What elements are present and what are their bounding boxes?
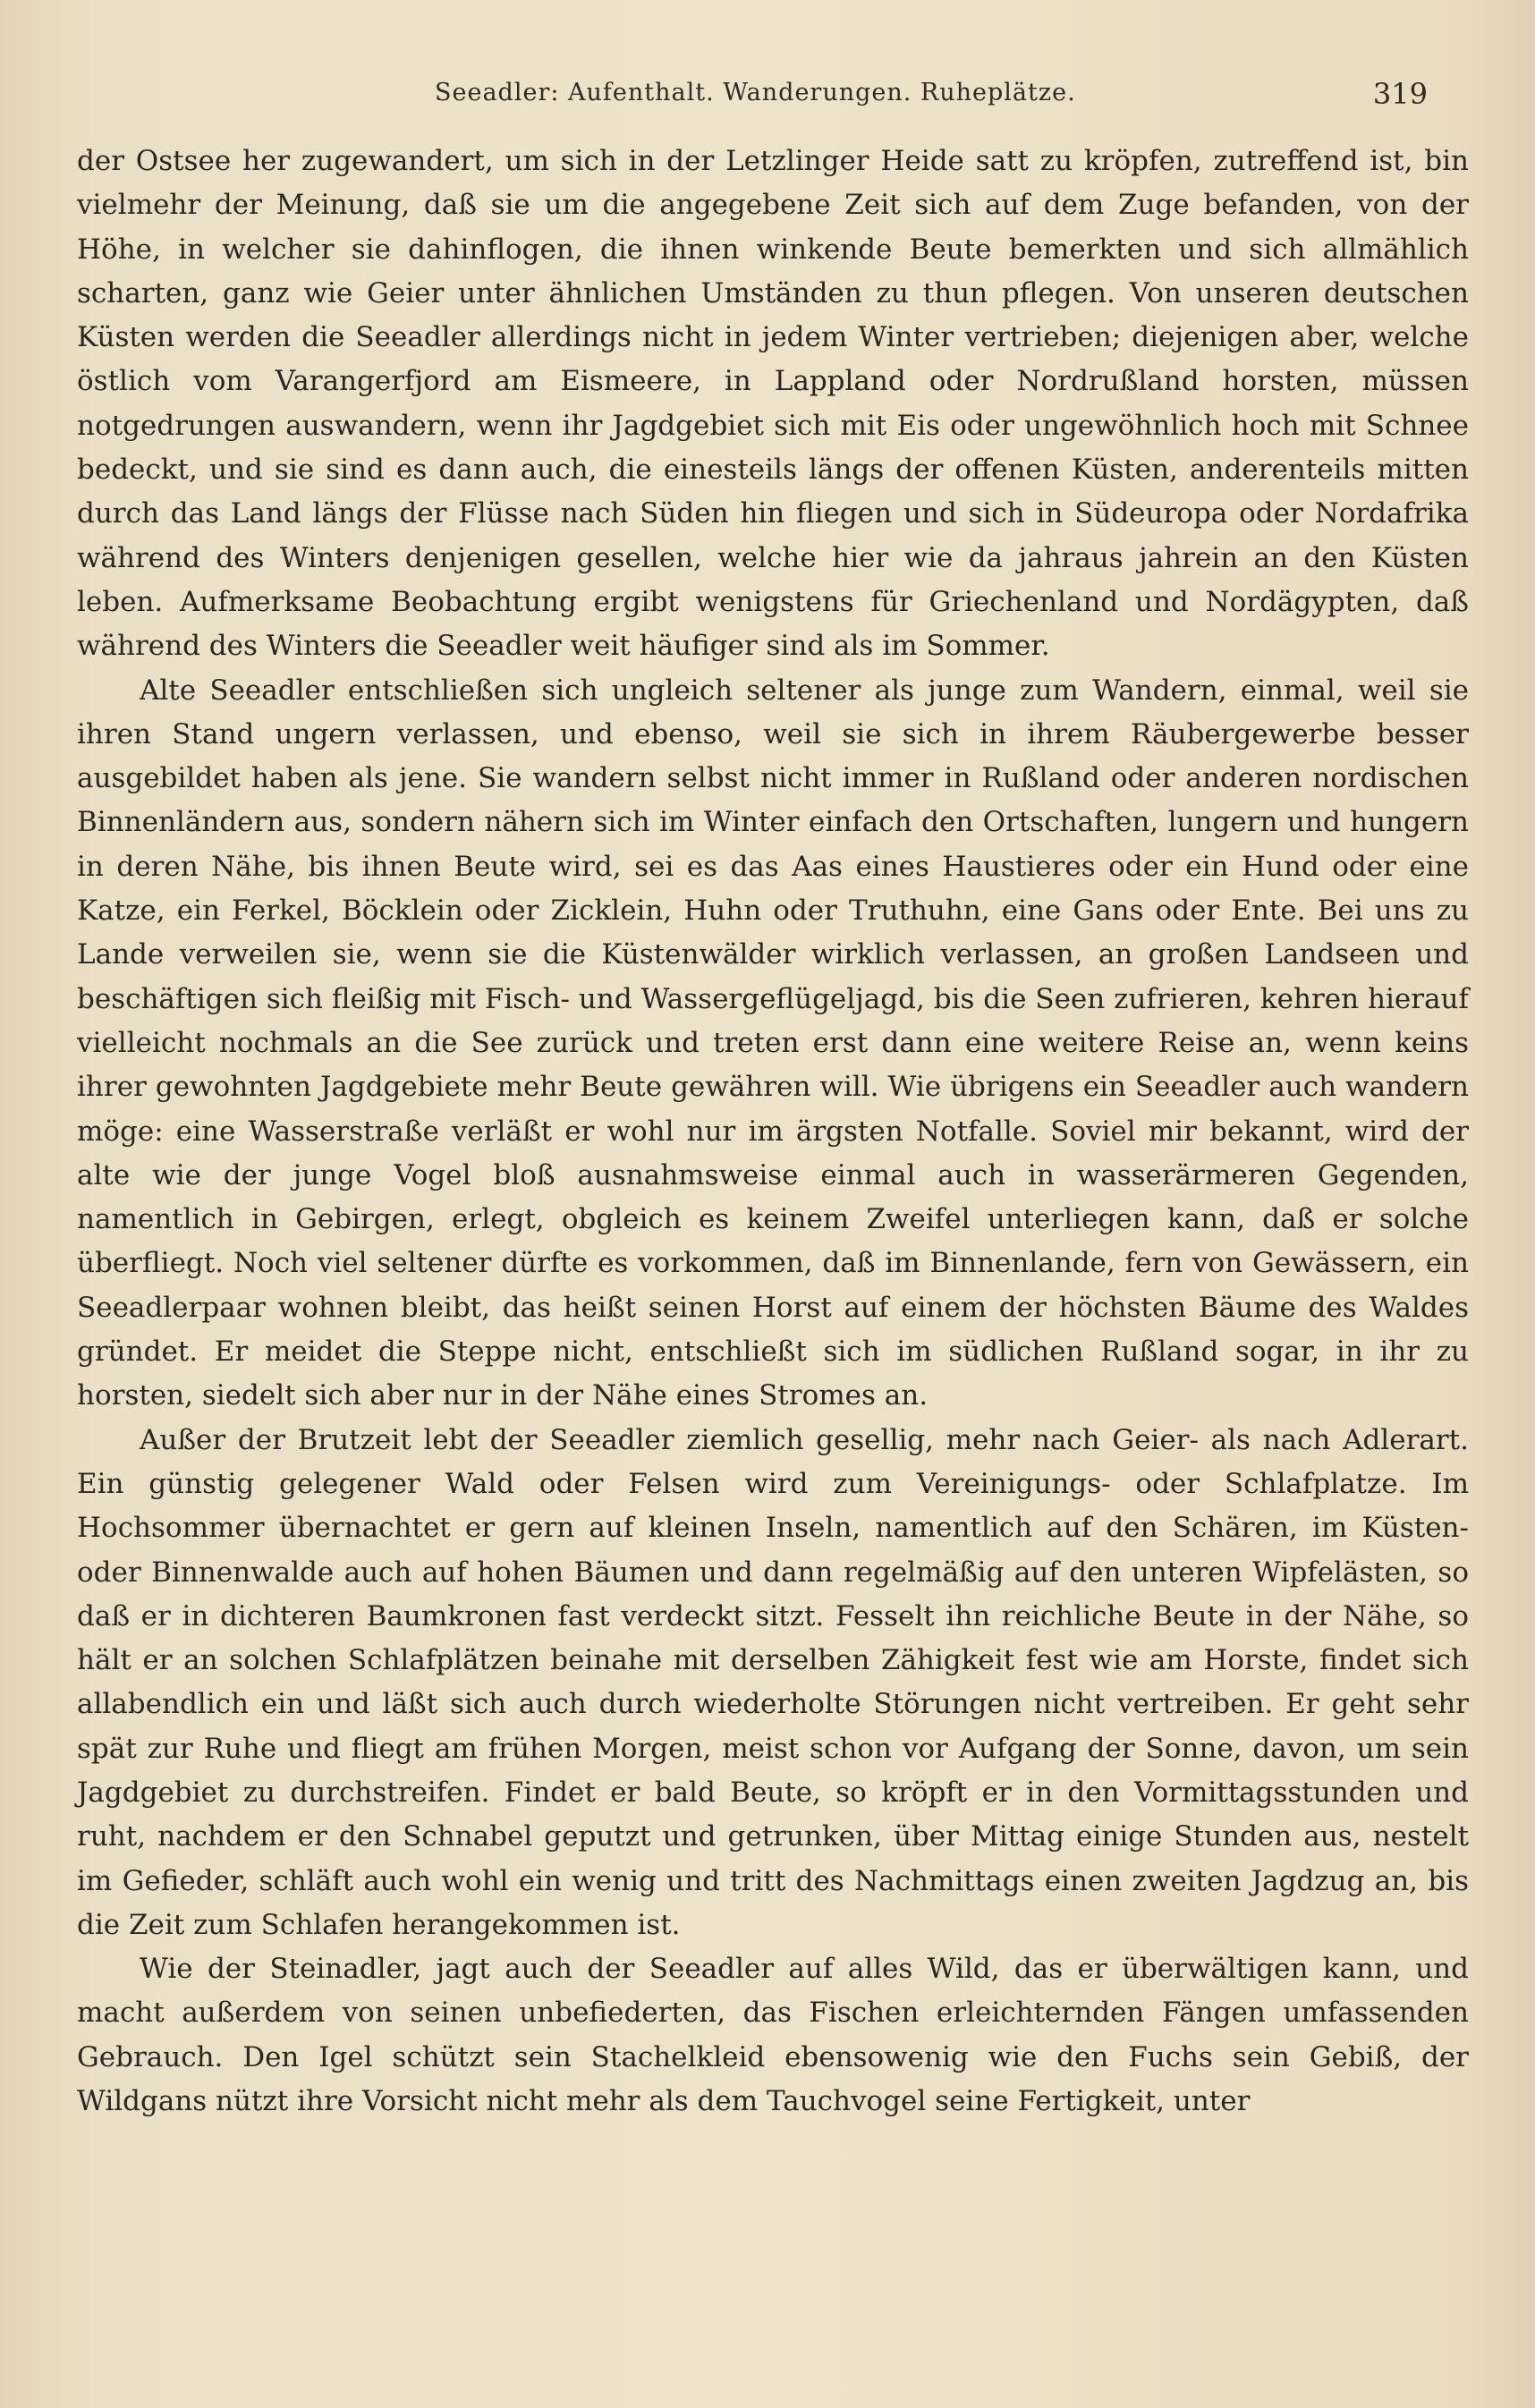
paragraph-3: Außer der Brutzeit lebt der Seeadler ziemlich gesellig, mehr nach Geier- als nach Adlerart. Ein günstig gelegener Wald oder Felsen wird zum Vereinigungs- oder Schlafplatze. Im Hochsommer übernachtet er gern auf kleinen Inseln, namentlich auf den Schären, im Küsten- oder Binnenwalde auch auf hohen Bäumen und dann regelmäßig auf den unteren Wipfelästen, so daß er in dichteren Baumkronen fast verdeckt sitzt. Fesselt ihn reichliche Beute in der Nähe, so hält er an solchen Schlafplätzen beinahe mit derselben Zähigkeit fest wie am Horste, findet sich allabendlich ein und läßt sich auch durch wiederholte Störungen nicht vertreiben. Er geht sehr spät zur Ruhe und fliegt am frühen Morgen, meist schon vor Aufgang der Sonne, davon, um sein Jagdgebiet zu durchstreifen. Findet er bald Beute, so kröpft er in den Vormittagsstunden und ruht, nachdem er den Schnabel geputzt und getrunken, über Mittag einige Stunden aus, nestelt im Gefieder, schläft auch wohl ein wenig und tritt des Nachmittags einen zweiten Jagdzug an, bis die Zeit zum Schlafen herangekommen ist. (77, 1423, 1469, 1941)
running-head: Seeadler: Aufenthalt. Wanderungen. Ruheplätze. (435, 79, 1076, 106)
page-header (77, 70, 1469, 123)
page-number: 319 (1372, 77, 1428, 111)
paragraph-1: der Ostsee her zugewandert, um sich in der Letzlinger Heide satt zu kröpfen, zutreffend ist, bin vielmehr der Meinung, daß sie um die angegebene Zeit sich auf dem Zuge befanden, von der Höhe, in welcher sie dahinflogen, die ihnen winkende Beute bemerkten und sich allmählich scharten, ganz wie Geier unter ähnlichen Umständen zu thun pflegen. Von unseren deutschen Küsten werden die Seeadler allerdings nicht in jedem Winter vertrieben; diejenigen aber, welche östlich vom Varangerfjord am Eismeere, in Lappland oder Nordrußland horsten, müssen notgedrungen auswandern, wenn ihr Jagdgebiet sich mit Eis oder ungewöhnlich hoch mit Schnee bedeckt, und sie sind es dann auch, die einesteils längs der offenen Küsten, anderenteils mitten durch das Land längs der Flüsse nach Süden hin fliegen und sich in Südeuropa oder Nordafrika während des Winters denjenigen gesellen, welche hier wie da jahraus jahrein an den Küsten leben. Aufmerksame Beobachtung ergibt wenigstens für Griechenland und Nordägypten, daß während des Winters die Seeadler weit häufiger sind als im Sommer. (77, 145, 1469, 663)
body-text (77, 140, 1469, 2124)
paragraph-4: Wie der Steinadler, jagt auch der Seeadler auf alles Wild, das er überwältigen kann, und macht außerdem von seinen unbefiederten, das Fischen erleichternden Fängen umfassenden Gebrauch. Den Igel schützt sein Stachelkleid ebensowenig wie den Fuchs sein Gebiß, der Wildgans nützt ihre Vorsicht nicht mehr als dem Tauchvogel seine Fertigkeit, unter (77, 1953, 1469, 2118)
paragraph-2: Alte Seeadler entschließen sich ungleich seltener als junge zum Wandern, einmal, weil sie ihren Stand ungern verlassen, und ebenso, weil sie sich in ihrem Räubergewerbe besser ausgebildet haben als jene. Sie wandern selbst nicht immer in Rußland oder anderen nordischen Binnenländern aus, sondern nähern sich im Winter einfach den Ortschaften, lungern und hungern in deren Nähe, bis ihnen Beute wird, sei es das Aas eines Haustieres oder ein Hund oder eine Katze, ein Ferkel, Böcklein oder Zicklein, Huhn oder Truthuhn, eine Gans oder Ente. Bei uns zu Lande verweilen sie, wenn sie die Küstenwälder wirklich verlassen, an großen Landseen und beschäftigen sich fleißig mit Fisch- und Wassergeflügeljagd, bis die Seen zufrieren, kehren hierauf vielleicht nochmals an die See zurück und treten erst dann eine weitere Reise an, wenn keins ihrer gewohnten Jagdgebiete mehr Beute gewähren will. Wie übrigens ein Seeadler auch wandern möge: eine Wasserstraße verläßt er wohl nur im ärgsten Notfalle. Soviel mir bekannt, wird der alte wie der junge Vogel bloß ausnahmsweise einmal auch in wasserärmeren Gegenden, namentlich in Gebirgen, erlegt, obgleich es keinem Zweifel unterliegen kann, daß er solche überfliegt. Noch viel seltener dürfte es vorkommen, daß im Binnenlande, fern von Gewässern, ein Seeadlerpaar wohnen bleibt, das heißt seinen Horst auf einem der höchsten Bäume des Waldes gründet. Er meidet die Steppe nicht, entschließt sich im südlichen Rußland sogar, in ihr zu horsten, siedelt sich aber nur in der Nähe eines Stromes an. (77, 674, 1469, 1412)
